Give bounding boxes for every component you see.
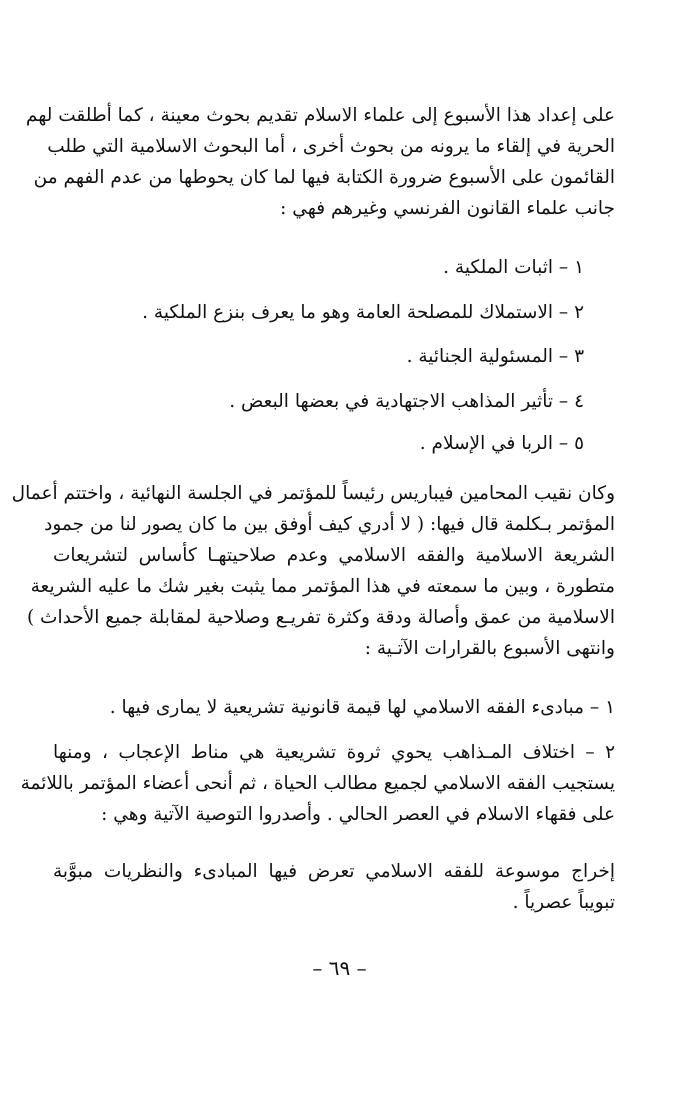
text-line: جانب علماء القانون الفرنسي وغيرهم فهي : xyxy=(280,198,615,219)
topic-item-4: ٤ – تأثير المذاهب الاجتهادية في بعضها البعض . xyxy=(229,391,584,412)
resolution-2 xyxy=(20,737,615,830)
resolution-1: ١ – مبادىء الفقه الاسلامي لها قيمة قانونية تشريعية لا يمارى فيها . xyxy=(109,697,615,718)
text-line: وكان نقيب المحامين فيباريس رئيساً للمؤتمر في الجلسة النهائية ، واختتم أعمال xyxy=(11,483,615,504)
paragraph-intro xyxy=(25,100,615,224)
text-line: إخراج موسوعة للفقه الاسلامي تعرض فيها المبادىء والنظريات مبوَّبة xyxy=(53,861,615,882)
text-line: ٢ – اختلاف المـذاهب يحوي ثروة تشريعية هي مناط الإعجاب ، ومنها xyxy=(53,742,615,763)
text-line: وانتهى الأسبوع بالقرارات الآتـية : xyxy=(364,638,615,659)
topic-item-2: ٢ – الاستملاك للمصلحة العامة وهو ما يعرف بنزع الملكية . xyxy=(142,302,584,323)
text-line: الشريعة الاسلامية والفقه الاسلامي وعدم صلاحيتهـا كأساس لتشريعات xyxy=(53,545,615,566)
topic-item-1: ١ – اثبات الملكية . xyxy=(443,257,584,278)
topic-item-3: ٣ – المسئولية الجنائية . xyxy=(406,346,584,367)
text-line: الحرية في إلقاء ما يرونه من بحوث أخرى ، أما البحوث الاسلامية التي طلب xyxy=(47,136,615,157)
text-line: على فقهاء الاسلام في العصر الحالي . وأصدروا التوصية الآتية وهي : xyxy=(101,804,615,825)
page-number: – ٦٩ – xyxy=(312,956,367,980)
text-line: المؤتمر بـكلمة قال فيها: ( لا أدري كيف أوفق بين ما كان يصور لنا من جمود xyxy=(44,514,615,535)
text-line: القائمون على الأسبوع ضرورة الكتابة فيها لما كان يحوطها من عدم الفهم من xyxy=(33,167,615,188)
text-line: يستجيب الفقه الاسلامي لجميع مطالب الحياة ، ثم أنحى أعضاء المؤتمر باللائمة xyxy=(20,773,615,794)
text-line: على إعداد هذا الأسبوع إلى علماء الاسلام تقديم بحوث معينة ، كما أطلقت لهم xyxy=(25,105,615,126)
topic-item-5: ٥ – الربا في الإسلام . xyxy=(419,433,584,454)
text-line: متطورة ، وبين ما سمعته في هذا المؤتمر مما يثبت بغير شك ما عليه الشريعة xyxy=(30,576,615,597)
text-line: تبويباً عصرياً . xyxy=(512,892,615,913)
paragraph-conference xyxy=(11,478,615,664)
text-line: الاسلامية من عمق وأصالة ودقة وكثرة تفريـع وصلاحية لمقابلة جميع الأحداث ) xyxy=(26,607,615,628)
recommendation xyxy=(53,856,615,918)
